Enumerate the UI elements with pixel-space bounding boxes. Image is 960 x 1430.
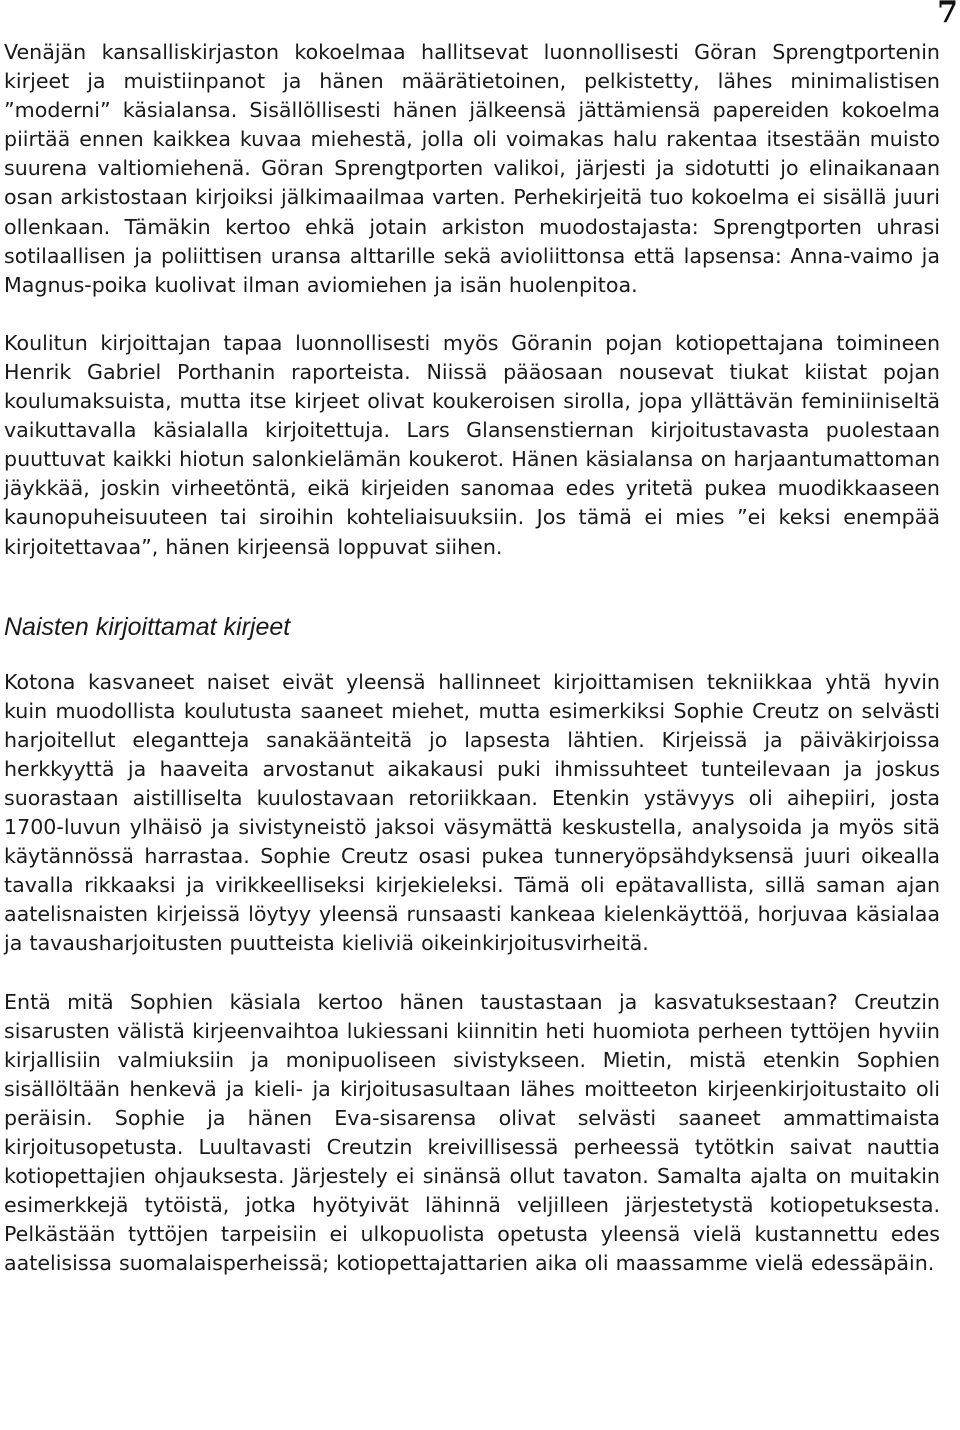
page-number: 7 xyxy=(937,0,958,30)
document-body xyxy=(4,38,940,1278)
paragraph-women-letters: Kotona kasvaneet naiset eivät yleensä hallinneet kirjoittamisen tekniikkaa yhtä hyvin kuin muodollista koulutusta saaneet miehet, mutta esimerkiksi Sophie Creutz on selvästi harjoitellut elegantteja sanakäänteitä jo lapsesta lähtien. Kirjeissä ja päiväkirjoissa herkkyyttä ja haaveita arvostanut aikakausi puki ihmissuhteet tunteilevaan ja joskus suorastaan aistilliselta kuulostavaan retoriikkaan. Etenkin ystävyys oli aihepiiri, josta 1700-luvun ylhäisö ja sivistyneistö jaksoi väsymättä keskustella, analysoida ja myös sitä käytännössä harrastaa. Sophie Creutz osasi pukea tunneryöpsähdyksensä juuri oikealla tavalla rikkaaksi ja virikkeelliseksi kirjekieleksi. Tämä oli epätavallista, sillä saman ajan aatelisnaisten kirjeissä löytyy yleensä runsaasti kankeaa kielenkäyttöä, horjuvaa käsialaa ja tavausharjoitusten puutteista kieliviä oikeinkirjoitusvirheitä. xyxy=(4,669,940,956)
paragraph-sprengtporten-collection: Venäjän kansalliskirjaston kokoelmaa hallitsevat luonnollisesti Göran Sprengtportenin kirjeet ja muistiinpanot ja hänen määrätietoinen, pelkistetty, lähes minimalistisen ”moderni” käsialansa. Sisällöllisesti hänen jälkeensä jättämiensä papereiden kokoelma piirtää ennen kaikkea kuvaa miehestä, jolla oli voimakas halu rakentaa itsestään muisto suurena valtiomiehenä. Göran Sprengtporten valikoi, järjesti ja sidotutti jo elinaikanaan osan arkistostaan kirjoiksi jälkimaailmaa varten. Perhekirjeitä tuo kokoelma ei sisällä juuri ollenkaan. Tämäkin kertoo ehkä jotain arkiston muodostajasta: Sprengtporten uhrasi sotilaallisen ja poliittisen uransa alttarille sekä avioliittonsa että lapsensa: Anna-vaimo ja Magnus-poika kuolivat ilman aviomiehen ja isän huolenpitoa. xyxy=(4,40,940,297)
section-heading: Naisten kirjoittamat kirjeet xyxy=(4,612,291,641)
paragraph-porthan-glansenstierna: Koulitun kirjoittajan tapaa luonnollisesti myös Göranin pojan kotiopettajana toimineen Henrik Gabriel Porthanin raporteista. Niissä pääosaan nousevat tiukat kiistat pojan koulumaksuista, mutta itse kirjeet olivat koukeroisen sirolla, jopa yllättävän feminiiniseltä vaikuttavalla käsialalla kirjoitettuja. Lars Glansenstiernan kirjoitustavasta puolestaan puuttuvat kaikki hiotun salonkielämän koukerot. Hänen käsialansa on harjaantumattoman jäykkää, joskin virheetöntä, eikä kirjeiden sanomaa edes yritetä pukea muodikkaaseen kaunopuheisuuteen tai siroihin kohteliaisuuksiin. Jos tämä ei mies ”ei keksi enempää kirjoitettavaa”, hänen kirjeensä loppuvat siihen. xyxy=(4,330,940,559)
paragraph-sophie-education: Entä mitä Sophien käsiala kertoo hänen taustastaan ja kasvatuksestaan? Creutzin sisarusten välistä kirjeenvaihtoa lukiessani kiinnitin heti huomiota perheen tyttöjen hyviin kirjallisiin valmiuksiin ja monipuoliseen sivistykseen. Mietin, mistä etenkin Sophien sisällöltään henkevä ja kieli- ja kirjoitusasultaan lähes moitteeton kirjeenkirjoitustaito oli peräisin. Sophie ja hänen Eva-sisarensa olivat selvästi saaneet ammattimaista kirjoitusopetusta. Luultavasti Creutzin kreivillisessä perheessä tytötkin saivat nauttia kotiopettajien ohjauksesta. Järjestely ei sinänsä ollut tavaton. Samalta ajalta on muitakin esimerkkejä tytöistä, jotka hyötyivät lähinnä veljilleen järjestetystä kotiopetuksesta. Pelkästään tyttöjen tarpeisiin ei ulkopuolista opetusta yleensä vielä kustannettu edes aatelisissa suomalaisperheissä; kotiopettajattarien aika oli maassamme vielä edessäpäin. xyxy=(4,989,940,1276)
